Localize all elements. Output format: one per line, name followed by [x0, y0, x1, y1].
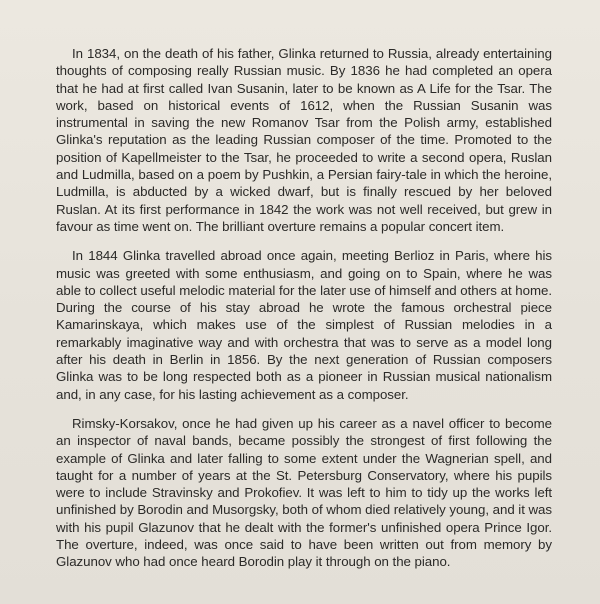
paragraph-rimsky-korsakov: Rimsky-Korsakov, once he had given up his career as a navel officer to become an inspector of naval bands, became possibly the strongest of first following the example of Glinka and later falling to some extent under the Wagnerian spell, and taught for a number of years at the St. Petersburg Conservatory, where his pupils were to include Stravinsky and Prokofiev. It was left to him to tidy up the works left unfinished by Borodin and Musorgsky, both of whom died relatively young, and it was with his pupil Glazunov that he dealt with the former's unfinished opera Prince Igor. The overture, indeed, was once said to have been written out from memory by Glazunov who had once heard Borodin play it through on the piano. [56, 415, 552, 570]
paragraph-glinka-travels: In 1844 Glinka travelled abroad once again, meeting Berlioz in Paris, where his music was greeted with some enthusiasm, and going on to Spain, where he was able to collect useful melodic material for the later use of himself and others at home. During the course of his stay abroad he wrote the famous orchestral piece Kamarinskaya, which makes use of the simplest of Russian melodies in a remarkably imaginative way and with orchestra that was to serve as a model long after his death in Berlin in 1856. By the next generation of Russian composers Glinka was to be long respected both as a pioneer in Russian musical nationalism and, in any case, for his lasting achievement as a composer. [56, 248, 552, 402]
paragraph-glinka-operas: In 1834, on the death of his father, Glinka returned to Russia, already entertaining thoughts of composing really Russian music. By 1836 he had completed an opera that he had at first called Ivan Susanin, later to be known as A Life for the Tsar. The work, based on historical events of 1612, when the Russian Susanin was instrumental in saving the new Romanov Tsar from the Polish army, established Glinka's reputation as the leading Russian composer of the time. Promoted to the position of Kapellmeister to the Tsar, he proceeded to write a second opera, Ruslan and Ludmilla, based on a poem by Pushkin, a Persian fairy-tale in which the heroine, Ludmilla, is abducted by a wicked dwarf, but is finally rescued by her beloved Ruslan. At its first performance in 1842 the work was not well received, but grew in favour as time went on. The brilliant overture remains a popular concert item. [56, 46, 552, 234]
body-text [56, 45, 552, 571]
